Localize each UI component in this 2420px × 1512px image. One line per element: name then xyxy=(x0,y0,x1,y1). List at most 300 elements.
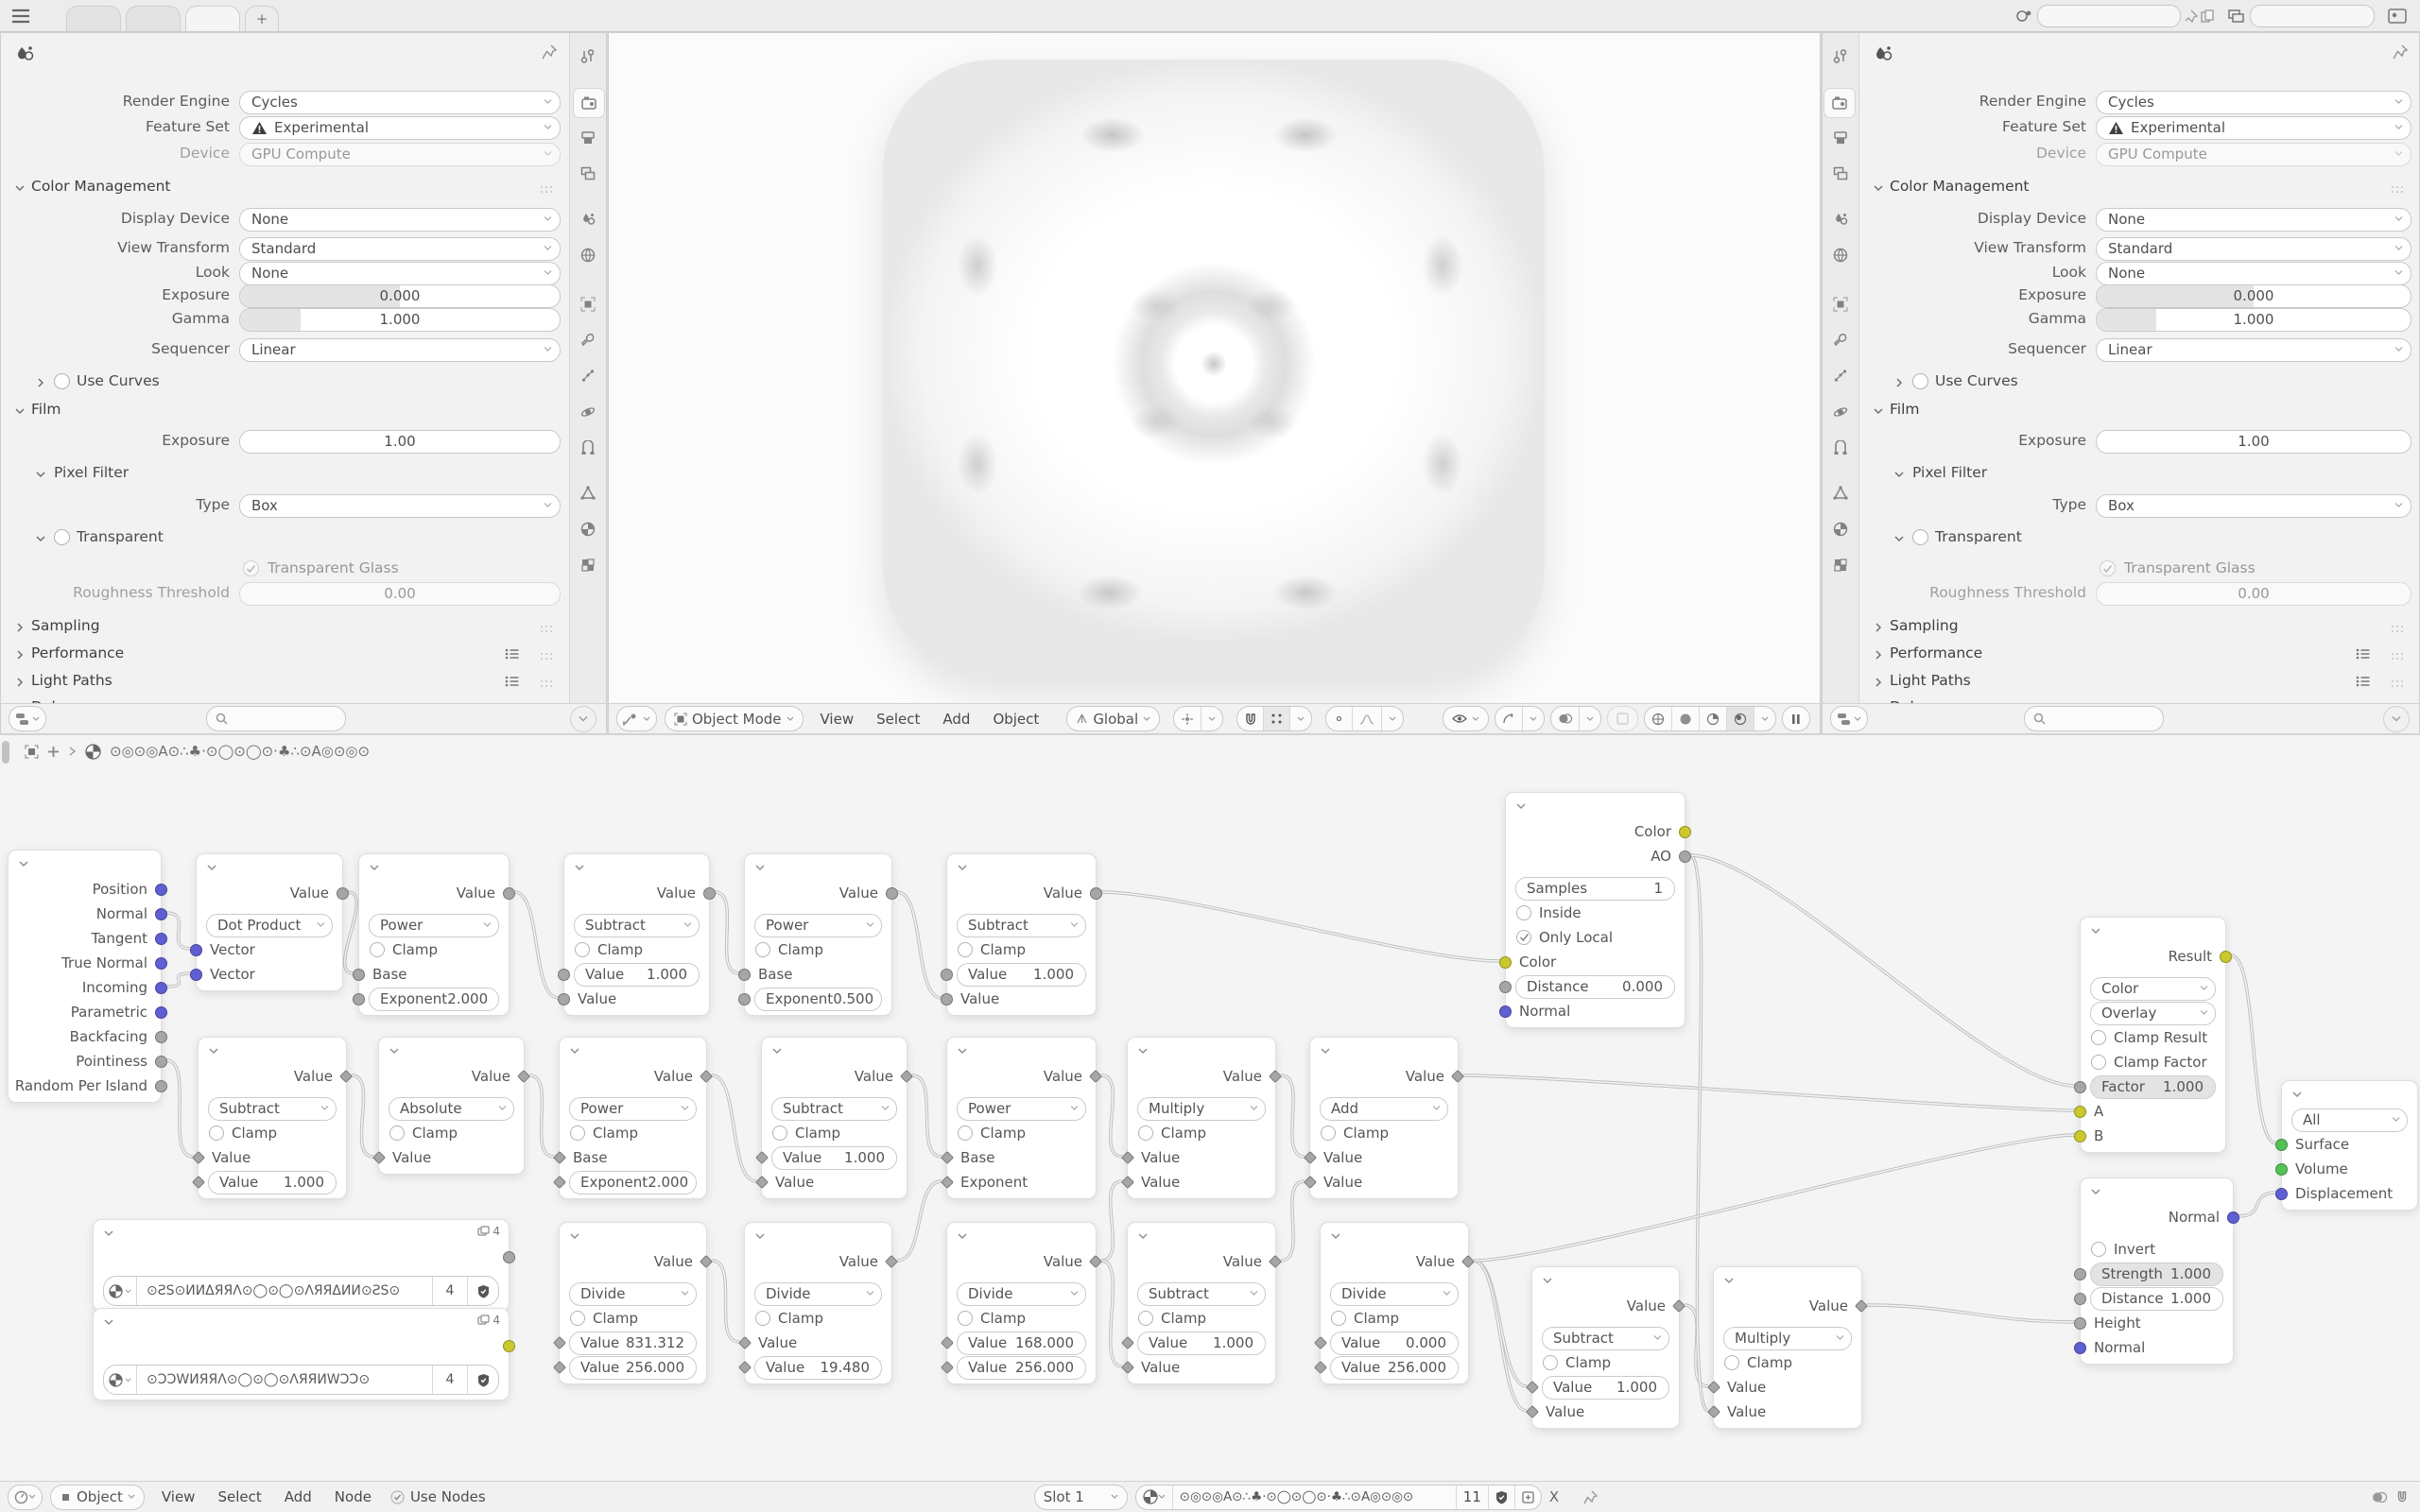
checkbox-only-local[interactable]: Only Local xyxy=(1506,925,1685,950)
socket[interactable] xyxy=(738,993,751,1005)
value-field-value[interactable]: Value 19.480 xyxy=(754,1356,882,1380)
section-chevron[interactable] xyxy=(35,467,46,484)
checkbox-clamp[interactable]: Clamp xyxy=(1310,1121,1458,1145)
socket[interactable] xyxy=(155,1006,167,1019)
prop-field-dd[interactable]: Cycles xyxy=(239,91,561,114)
prop-field-dd[interactable]: Experimental xyxy=(239,116,561,140)
dropdown-dot-product[interactable]: Dot Product xyxy=(206,914,333,937)
node-math-subtract[interactable] xyxy=(946,853,1097,1016)
prop-field-dd[interactable]: Box xyxy=(2096,494,2411,518)
prop-field-slider[interactable]: 1.000 xyxy=(2096,308,2411,332)
drag-dots-icon[interactable] xyxy=(2391,620,2404,637)
checkbox-clamp[interactable]: Clamp xyxy=(1321,1306,1468,1331)
section-chevron[interactable] xyxy=(14,675,26,692)
collapse-chevron-icon[interactable] xyxy=(2090,925,2101,936)
node-math-divide[interactable] xyxy=(559,1222,707,1384)
value-field-factor[interactable]: Factor 1.000 xyxy=(2090,1075,2216,1099)
node-math-multiply[interactable] xyxy=(1713,1266,1862,1429)
socket[interactable] xyxy=(337,887,349,900)
dropdown-multiply[interactable]: Multiply xyxy=(1137,1097,1266,1121)
search-input[interactable] xyxy=(2024,706,2164,731)
dropdown-power[interactable]: Power xyxy=(754,914,882,937)
socket[interactable] xyxy=(2074,1293,2086,1305)
menu-add[interactable]: Add xyxy=(942,710,971,728)
pause-button[interactable] xyxy=(1782,706,1810,731)
menu-view[interactable]: View xyxy=(161,1488,196,1505)
checkbox-clamp[interactable]: Clamp xyxy=(560,1121,706,1145)
properties-tab-material[interactable] xyxy=(573,515,603,543)
prop-field-dd[interactable]: Standard xyxy=(239,237,561,261)
prop-field-slider[interactable]: 1.000 xyxy=(239,308,561,332)
collapse-chevron-icon[interactable] xyxy=(957,1045,968,1057)
value-field-value[interactable]: Value 831.312 xyxy=(569,1332,697,1355)
socket[interactable] xyxy=(155,884,167,896)
properties-tab-render[interactable] xyxy=(573,88,605,118)
pin-icon[interactable] xyxy=(2393,44,2408,63)
node-math-divide[interactable] xyxy=(744,1222,892,1384)
socket[interactable] xyxy=(155,908,167,920)
section-chevron[interactable] xyxy=(1873,404,1884,421)
copy-icon[interactable] xyxy=(2201,9,2214,23)
section-chevron[interactable] xyxy=(1873,620,1884,637)
socket[interactable] xyxy=(503,887,515,900)
rendered-shading-button[interactable] xyxy=(1726,707,1754,730)
checkbox[interactable] xyxy=(54,529,70,545)
workspace-tab-active[interactable] xyxy=(185,6,240,31)
xray-toggle[interactable] xyxy=(1607,706,1638,731)
checkbox-clamp[interactable]: Clamp xyxy=(745,937,891,962)
dropdown-subtract[interactable]: Subtract xyxy=(1542,1327,1669,1350)
prop-field-dd[interactable]: Standard xyxy=(2096,237,2411,261)
node-math-power[interactable] xyxy=(946,1037,1097,1199)
properties-tab-modifiers[interactable] xyxy=(573,326,603,354)
unlink-button[interactable]: X xyxy=(1548,1488,1560,1505)
collapse-chevron-icon[interactable] xyxy=(206,862,217,873)
slot-selector[interactable]: Slot 1 xyxy=(1034,1485,1128,1510)
collapse-chevron-icon[interactable] xyxy=(1137,1045,1149,1057)
pin-icon[interactable] xyxy=(1583,1490,1598,1504)
value-field-distance[interactable]: Distance 0.000 xyxy=(1515,975,1675,999)
material-shading-button[interactable] xyxy=(1699,707,1726,730)
section-menu-icon[interactable] xyxy=(505,674,519,691)
menu-view[interactable]: View xyxy=(820,710,855,728)
use-nodes-checkbox[interactable]: Use Nodes xyxy=(390,1488,486,1505)
checkbox-inside[interactable]: Inside xyxy=(1506,901,1685,925)
collapse-chevron-icon[interactable] xyxy=(369,862,380,873)
properties-tab-object-data[interactable] xyxy=(1825,479,1856,507)
drag-dots-icon[interactable] xyxy=(2391,675,2404,692)
node-math-absolute[interactable] xyxy=(378,1037,525,1175)
wireframe-shading-button[interactable] xyxy=(1645,707,1671,730)
socket[interactable] xyxy=(155,933,167,945)
properties-tab-scene[interactable] xyxy=(1825,205,1856,233)
view-layer-field[interactable] xyxy=(2250,5,2375,27)
socket[interactable] xyxy=(1090,887,1102,900)
value-field-value[interactable]: Value 1.000 xyxy=(771,1146,897,1170)
collapse-chevron-icon[interactable] xyxy=(1515,800,1527,812)
value-field-value[interactable]: Value 0.000 xyxy=(1330,1332,1459,1355)
prop-field-dd[interactable]: Box xyxy=(239,494,561,518)
checkbox[interactable] xyxy=(1912,529,1928,545)
editor-type-button[interactable] xyxy=(8,1485,43,1510)
value-field-value[interactable]: Value 1.000 xyxy=(1542,1376,1669,1400)
section-menu-icon[interactable] xyxy=(2356,674,2370,691)
prop-field-slider[interactable]: 0.000 xyxy=(239,284,561,308)
value-field-exponent[interactable]: Exponent 0.500 xyxy=(754,988,882,1011)
pivot-point-group[interactable] xyxy=(1173,706,1223,731)
render-display-icon[interactable] xyxy=(2388,9,2407,24)
node-math-divide[interactable] xyxy=(1320,1222,1469,1384)
prop-field-num[interactable]: 1.00 xyxy=(2096,430,2411,454)
socket[interactable] xyxy=(1499,956,1512,969)
value-field-exponent[interactable]: Exponent 2.000 xyxy=(369,988,499,1011)
collapse-chevron-icon[interactable] xyxy=(389,1045,400,1057)
node-math-power[interactable] xyxy=(358,853,510,1016)
value-field-value[interactable]: Value 1.000 xyxy=(208,1171,337,1194)
checkbox-clamp[interactable]: Clamp xyxy=(947,1121,1096,1145)
users-count[interactable]: 11 xyxy=(1456,1486,1488,1509)
menu-object[interactable]: Object xyxy=(993,710,1040,728)
overlays-group[interactable] xyxy=(1550,706,1601,731)
fake-user-shield-button[interactable] xyxy=(1488,1486,1514,1509)
dropdown-power[interactable]: Power xyxy=(957,1097,1086,1121)
socket[interactable] xyxy=(1499,1005,1512,1018)
menu-node[interactable]: Node xyxy=(334,1488,372,1505)
node-image-texture[interactable] xyxy=(93,1219,510,1312)
workspace-tab[interactable] xyxy=(66,6,121,31)
node-ambient-occlusion[interactable] xyxy=(1505,792,1685,1028)
dropdown-power[interactable]: Power xyxy=(569,1097,697,1121)
socket[interactable] xyxy=(503,1340,515,1352)
dropdown-subtract[interactable]: Subtract xyxy=(771,1097,897,1121)
socket[interactable] xyxy=(2275,1188,2288,1200)
checkbox-clamp[interactable]: Clamp xyxy=(1128,1121,1275,1145)
node-math-multiply[interactable] xyxy=(1127,1037,1276,1199)
solid-shading-button[interactable] xyxy=(1671,707,1699,730)
shader-type-selector[interactable]: Object xyxy=(50,1485,145,1510)
section-chevron[interactable] xyxy=(1873,675,1884,692)
node-math-subtract[interactable] xyxy=(761,1037,908,1199)
dropdown-divide[interactable]: Divide xyxy=(957,1282,1086,1306)
checkbox-clamp[interactable]: Clamp xyxy=(379,1121,524,1145)
panel-options-button[interactable] xyxy=(2383,706,2410,732)
socket[interactable] xyxy=(941,969,953,981)
socket[interactable] xyxy=(2220,951,2232,963)
collapse-chevron-icon[interactable] xyxy=(957,862,968,873)
properties-tab-output[interactable] xyxy=(573,124,603,152)
socket[interactable] xyxy=(2275,1163,2288,1176)
checkbox-clamp[interactable]: Clamp xyxy=(947,1306,1096,1331)
dropdown-divide[interactable]: Divide xyxy=(754,1282,882,1306)
socket[interactable] xyxy=(503,1251,515,1263)
prop-field-dd[interactable]: Linear xyxy=(239,338,561,362)
node-math-subtract[interactable] xyxy=(563,853,710,1016)
menu-select[interactable]: Select xyxy=(217,1488,262,1505)
prop-field-num[interactable]: 0.00 xyxy=(239,582,561,606)
dropdown-divide[interactable]: Divide xyxy=(569,1282,697,1306)
fake-user-shield-button[interactable] xyxy=(467,1277,498,1305)
users-count[interactable]: 4 xyxy=(445,1283,455,1298)
new-material-button[interactable] xyxy=(1514,1486,1541,1509)
checkbox-invert[interactable]: Invert xyxy=(2081,1237,2233,1262)
dropdown-subtract[interactable]: Subtract xyxy=(208,1097,337,1121)
shader-node-editor[interactable] xyxy=(0,735,2420,1482)
pin-icon[interactable] xyxy=(542,44,557,63)
collapse-chevron-icon[interactable] xyxy=(208,1045,219,1057)
scene-icon[interactable] xyxy=(2014,8,2033,25)
drag-dots-icon[interactable] xyxy=(540,647,553,664)
socket[interactable] xyxy=(886,887,898,900)
dropdown-subtract[interactable]: Subtract xyxy=(957,914,1086,937)
section-chevron[interactable] xyxy=(1893,375,1905,392)
socket[interactable] xyxy=(2074,1268,2086,1280)
prop-field-dd[interactable]: Linear xyxy=(2096,338,2411,362)
section-menu-icon[interactable] xyxy=(2356,646,2370,663)
socket[interactable] xyxy=(155,1080,167,1092)
node-geometry[interactable] xyxy=(8,850,162,1103)
socket[interactable] xyxy=(941,993,953,1005)
dropdown-power[interactable]: Power xyxy=(369,914,499,937)
drag-dots-icon[interactable] xyxy=(2391,647,2404,664)
search-input[interactable] xyxy=(206,706,346,731)
checkbox-clamp[interactable]: Clamp xyxy=(762,1121,907,1145)
collapse-chevron-icon[interactable] xyxy=(569,1045,580,1057)
viewport-editor-type-button[interactable] xyxy=(616,706,657,731)
editor-type-button[interactable] xyxy=(9,706,46,731)
collapse-chevron-icon[interactable] xyxy=(103,1228,114,1239)
node-bump[interactable] xyxy=(2080,1177,2234,1365)
viewport-3d[interactable] xyxy=(608,32,1821,734)
pin-icon[interactable] xyxy=(2185,9,2198,23)
panel-options-button[interactable] xyxy=(570,706,596,732)
gizmo-group[interactable] xyxy=(1495,706,1545,731)
value-field-distance[interactable]: Distance 1.000 xyxy=(2090,1287,2223,1311)
hamburger-menu-icon[interactable] xyxy=(11,9,30,24)
menu-add[interactable]: Add xyxy=(284,1488,312,1505)
visibility-dropdown[interactable] xyxy=(1443,706,1489,731)
checkbox[interactable] xyxy=(2100,560,2116,576)
checkbox-clamp[interactable]: Clamp xyxy=(1128,1306,1275,1331)
value-field-value[interactable]: Value 1.000 xyxy=(574,963,700,987)
prop-field-slider[interactable]: 0.000 xyxy=(2096,284,2411,308)
node-mix-color[interactable] xyxy=(2080,917,2226,1153)
checkbox-clamp[interactable]: Clamp xyxy=(564,937,709,962)
material-sphere-icon[interactable] xyxy=(1136,1486,1172,1509)
socket[interactable] xyxy=(2074,1130,2086,1143)
collapse-chevron-icon[interactable] xyxy=(771,1045,783,1057)
collapse-chevron-icon[interactable] xyxy=(1330,1230,1341,1242)
properties-tab-particles[interactable] xyxy=(1825,362,1856,390)
snap-group[interactable] xyxy=(1236,706,1312,731)
socket[interactable] xyxy=(2275,1139,2288,1151)
socket[interactable] xyxy=(558,993,570,1005)
drag-dots-icon[interactable] xyxy=(2391,180,2404,198)
prop-field-dd[interactable]: None xyxy=(239,262,561,285)
section-chevron[interactable] xyxy=(1873,180,1884,198)
socket[interactable] xyxy=(353,993,365,1005)
workspace-tab[interactable] xyxy=(126,6,181,31)
socket[interactable] xyxy=(1679,850,1691,863)
section-chevron[interactable] xyxy=(14,620,26,637)
properties-tab-tool[interactable] xyxy=(1825,43,1856,71)
node-material-output[interactable] xyxy=(2281,1080,2418,1211)
socket[interactable] xyxy=(1679,826,1691,838)
socket[interactable] xyxy=(2074,1317,2086,1330)
prop-field-dd[interactable]: None xyxy=(239,208,561,232)
collapse-chevron-icon[interactable] xyxy=(574,862,585,873)
image-name-field[interactable]: ⊙ƧS⊙ИИΔЯЯΛ⊙◯⊙◯⊙ΛЯЯΔИИ⊙ƧS⊙ xyxy=(136,1277,433,1305)
prop-field-dd[interactable]: GPU Compute xyxy=(239,143,561,166)
collapse-chevron-icon[interactable] xyxy=(1723,1275,1735,1286)
properties-tab-texture[interactable] xyxy=(1825,551,1856,579)
prop-field-num[interactable]: 1.00 xyxy=(239,430,561,454)
node-vector-math[interactable] xyxy=(196,853,343,991)
checkbox-clamp-result[interactable]: Clamp Result xyxy=(2081,1025,2225,1050)
checkbox-clamp[interactable]: Clamp xyxy=(1714,1350,1861,1375)
properties-tab-texture[interactable] xyxy=(573,551,603,579)
users-count[interactable]: 4 xyxy=(445,1372,455,1387)
section-menu-icon[interactable] xyxy=(505,646,519,663)
collapse-chevron-icon[interactable] xyxy=(1320,1045,1331,1057)
properties-tab-constraints[interactable] xyxy=(573,434,603,462)
properties-tab-physics[interactable] xyxy=(1825,398,1856,426)
dropdown-overlay[interactable]: Overlay xyxy=(2090,1002,2216,1025)
socket[interactable] xyxy=(1499,981,1512,993)
collapse-chevron-icon[interactable] xyxy=(569,1230,580,1242)
socket[interactable] xyxy=(190,944,202,956)
node-math-add[interactable] xyxy=(1309,1037,1459,1199)
proportional-edit-group[interactable] xyxy=(1325,706,1404,731)
section-chevron[interactable] xyxy=(1873,647,1884,664)
dropdown-absolute[interactable]: Absolute xyxy=(389,1097,514,1121)
value-field-exponent[interactable]: Exponent 2.000 xyxy=(569,1171,697,1194)
section-chevron[interactable] xyxy=(1893,467,1905,484)
checkbox-clamp[interactable]: Clamp xyxy=(1532,1350,1679,1375)
value-field-value[interactable]: Value 256.000 xyxy=(569,1356,697,1380)
properties-tab-physics[interactable] xyxy=(573,398,603,426)
dropdown-multiply[interactable]: Multiply xyxy=(1723,1327,1852,1350)
collapse-chevron-icon[interactable] xyxy=(754,862,766,873)
node-math-power[interactable] xyxy=(744,853,892,1016)
checkbox[interactable] xyxy=(243,560,259,576)
properties-tab-world[interactable] xyxy=(573,241,603,269)
socket[interactable] xyxy=(190,969,202,981)
prop-field-dd[interactable]: Cycles xyxy=(2096,91,2411,114)
overlay-toggle-icon[interactable] xyxy=(2371,1490,2388,1504)
socket[interactable] xyxy=(2074,1106,2086,1118)
properties-tab-render[interactable] xyxy=(1824,88,1856,118)
properties-tab-tool[interactable] xyxy=(573,43,603,71)
collapse-chevron-icon[interactable] xyxy=(2291,1089,2303,1100)
collapse-chevron-icon[interactable] xyxy=(957,1230,968,1242)
properties-tab-object[interactable] xyxy=(1825,290,1856,318)
checkbox-clamp[interactable]: Clamp xyxy=(560,1306,706,1331)
collapse-chevron-icon[interactable] xyxy=(2090,1186,2101,1197)
properties-tab-object-data[interactable] xyxy=(573,479,603,507)
section-chevron[interactable] xyxy=(35,531,46,548)
socket[interactable] xyxy=(738,969,751,981)
snap-toggle-icon[interactable] xyxy=(2395,1490,2409,1503)
properties-tab-view-layer[interactable] xyxy=(573,160,603,188)
drag-dots-icon[interactable] xyxy=(540,180,553,198)
prop-field-dd[interactable]: Experimental xyxy=(2096,116,2411,140)
collapse-chevron-icon[interactable] xyxy=(754,1230,766,1242)
add-workspace-tab[interactable]: + xyxy=(245,6,279,31)
scene-name-field[interactable] xyxy=(2037,5,2181,27)
image-browse-dropdown[interactable] xyxy=(104,1366,136,1394)
value-field-value[interactable]: Value 1.000 xyxy=(957,963,1086,987)
socket[interactable] xyxy=(155,1031,167,1043)
node-math-divide[interactable] xyxy=(946,1222,1097,1384)
prop-field-dd[interactable]: GPU Compute xyxy=(2096,143,2411,166)
dropdown-all[interactable]: All xyxy=(2291,1108,2408,1132)
node-math-subtract[interactable] xyxy=(1531,1266,1680,1429)
checkbox[interactable] xyxy=(1912,373,1928,389)
view-layer-icon[interactable] xyxy=(2227,9,2246,24)
properties-tab-material[interactable] xyxy=(1825,515,1856,543)
properties-tab-constraints[interactable] xyxy=(1825,434,1856,462)
properties-tab-output[interactable] xyxy=(1825,124,1856,152)
section-chevron[interactable] xyxy=(14,180,26,198)
socket[interactable] xyxy=(558,969,570,981)
dropdown-divide[interactable]: Divide xyxy=(1330,1282,1459,1306)
drag-dots-icon[interactable] xyxy=(540,620,553,637)
prop-field-num[interactable]: 0.00 xyxy=(2096,582,2411,606)
image-name-field[interactable]: ⊙ƆϽWИЯЯΛ⊙◯⊙◯⊙ΛЯЯИWϽƆ⊙ xyxy=(136,1366,433,1394)
section-chevron[interactable] xyxy=(1893,531,1905,548)
checkbox-clamp-factor[interactable]: Clamp Factor xyxy=(2081,1050,2225,1074)
properties-tab-scene[interactable] xyxy=(573,205,603,233)
socket[interactable] xyxy=(353,969,365,981)
collapse-chevron-icon[interactable] xyxy=(18,858,29,869)
dropdown-subtract[interactable]: Subtract xyxy=(1137,1282,1266,1306)
value-field-value[interactable]: Value 168.000 xyxy=(957,1332,1086,1355)
node-math-subtract[interactable] xyxy=(198,1037,347,1199)
prop-field-dd[interactable]: None xyxy=(2096,262,2411,285)
checkbox-clamp[interactable]: Clamp xyxy=(199,1121,346,1145)
dropdown-color[interactable]: Color xyxy=(2090,977,2216,1001)
node-image-texture[interactable] xyxy=(93,1308,510,1400)
properties-tab-view-layer[interactable] xyxy=(1825,160,1856,188)
collapse-chevron-icon[interactable] xyxy=(1542,1275,1553,1286)
socket[interactable] xyxy=(2074,1081,2086,1093)
socket[interactable] xyxy=(2074,1342,2086,1354)
checkbox-clamp[interactable]: Clamp xyxy=(745,1306,891,1331)
socket[interactable] xyxy=(703,887,716,900)
socket[interactable] xyxy=(2227,1211,2239,1224)
value-field-value[interactable]: Value 1.000 xyxy=(1137,1332,1266,1355)
checkbox-clamp[interactable]: Clamp xyxy=(947,937,1096,962)
checkbox-clamp[interactable]: Clamp xyxy=(359,937,509,962)
dropdown-subtract[interactable]: Subtract xyxy=(574,914,700,937)
image-browse-dropdown[interactable] xyxy=(104,1277,136,1305)
collapse-chevron-icon[interactable] xyxy=(103,1316,114,1328)
dropdown-add[interactable]: Add xyxy=(1320,1097,1448,1121)
section-chevron[interactable] xyxy=(14,404,26,421)
section-chevron[interactable] xyxy=(14,647,26,664)
checkbox[interactable] xyxy=(54,373,70,389)
socket[interactable] xyxy=(155,1056,167,1068)
properties-tab-world[interactable] xyxy=(1825,241,1856,269)
material-name-field[interactable]: ⊙◎⊙◎A⊙∴♣·⊙◯⊙◯⊙·♣∴⊙A◎⊙◎⊙ xyxy=(1172,1486,1456,1509)
prop-field-dd[interactable]: None xyxy=(2096,208,2411,232)
value-field-samples[interactable]: Samples 1 xyxy=(1515,877,1675,901)
node-math-power[interactable] xyxy=(559,1037,707,1199)
transform-orientation[interactable]: Global xyxy=(1066,706,1160,731)
collapse-chevron-icon[interactable] xyxy=(1137,1230,1149,1242)
menu-select[interactable]: Select xyxy=(876,710,921,728)
mode-selector[interactable]: Object Mode xyxy=(665,706,804,731)
